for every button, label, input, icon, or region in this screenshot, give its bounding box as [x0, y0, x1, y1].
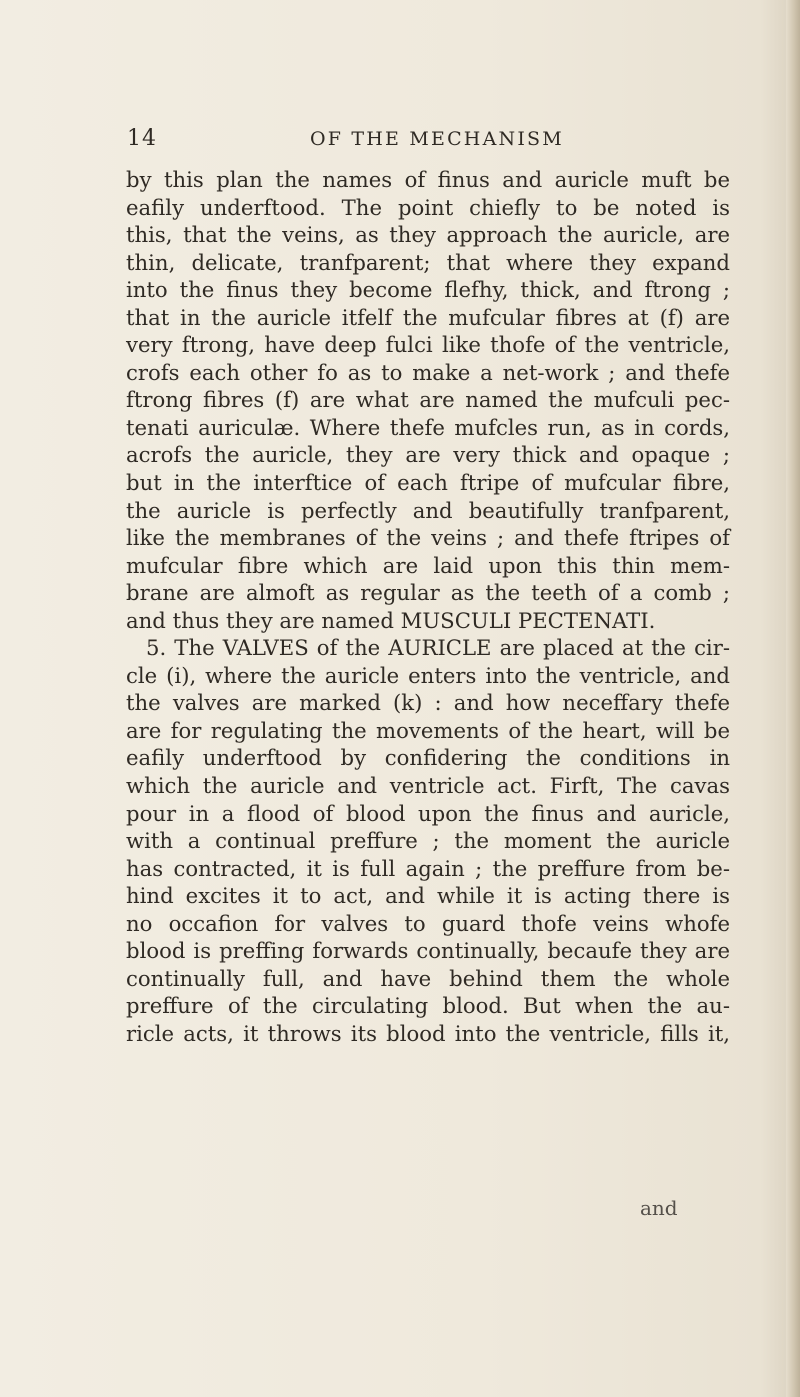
page-header [127, 126, 727, 160]
text-line: the auricle is perfectly and beautifully tranfparent, [126, 497, 730, 523]
text-line: pour in a flood of blood upon the finus and auricle, [126, 800, 730, 826]
body-text [126, 166, 730, 1048]
text-line: ftrong fibres (f) are what are named the mufculi pec- [126, 387, 730, 413]
text-line: blood is preffing forwards continually, becaufe they are [126, 938, 730, 964]
text-line: into the finus they become flefhy, thick, and ftrong ; [126, 277, 730, 303]
text-line: eafily underftood. The point chiefly to be noted is [126, 194, 730, 220]
text-line: acrofs the auricle, they are very thick and opaque ; [126, 442, 730, 468]
catchword: and [640, 1196, 678, 1220]
text-line: preffure of the circulating blood. But when the au- [126, 993, 730, 1019]
text-line: hind excites it to act, and while it is acting there is [126, 883, 730, 909]
page-edge [786, 0, 800, 1397]
text-line: no occafion for valves to guard thofe veins whofe [126, 910, 730, 936]
text-line: ricle acts, it throws its blood into the ventricle, fills it, [126, 1020, 730, 1046]
text-line: has contracted, it is full again ; the preffure from be- [126, 855, 730, 881]
text-line: that in the auricle itfelf the mufcular fibres at (f) are [126, 304, 730, 330]
text-line: cle (i), where the auricle enters into the ventricle, and [126, 662, 730, 688]
text-line: mufcular fibre which are laid upon this thin mem- [126, 552, 730, 578]
text-line: very ftrong, have deep fulci like thofe of the ventricle, [126, 332, 730, 358]
text-line: this, that the veins, as they approach the auricle, are [126, 222, 730, 248]
text-line: thin, delicate, tranfparent; that where they expand [126, 249, 730, 275]
text-line: tenati auriculæ. Where thefe mufcles run, as in cords, [126, 414, 730, 440]
text-line: by this plan the names of finus and auricle muft be [126, 167, 730, 192]
text-line: are for regulating the movements of the heart, will be [126, 717, 730, 743]
paragraph-start-line: 5. The VALVES of the AURICLE are placed at the cir- [146, 635, 730, 661]
text-line: and thus they are named MUSCULI PECTENATI. [126, 607, 656, 633]
text-line: brane are almoft as regular as the teeth of a comb ; [126, 580, 730, 606]
text-line: like the membranes of the veins ; and thefe ftripes of [126, 525, 730, 551]
text-line: continually full, and have behind them the whole [126, 965, 730, 991]
running-head: OF THE MECHANISM [310, 128, 564, 150]
text-line: but in the interftice of each ftripe of mufcular fibre, [126, 470, 730, 496]
page-number: 14 [127, 126, 157, 151]
text-line: with a continual preffure ; the moment the auricle [126, 828, 730, 854]
text-line: eafily underftood by confidering the conditions in [126, 745, 730, 771]
text-line: the valves are marked (k) : and how neceffary thefe [126, 690, 730, 716]
text-line: crofs each other fo as to make a net-work ; and thefe [126, 359, 730, 385]
text-line: which the auricle and ventricle act. Firft, The cavas [126, 773, 730, 799]
